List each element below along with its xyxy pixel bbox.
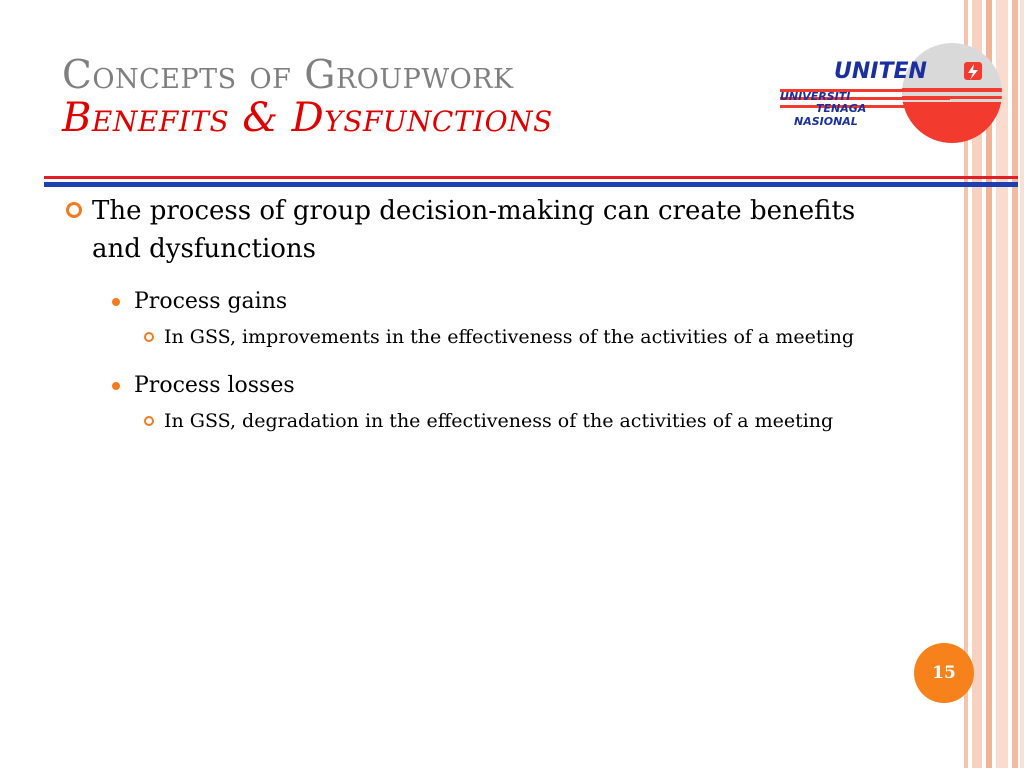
dot-bullet-icon xyxy=(112,298,120,306)
process-gains-label: Process gains xyxy=(134,289,288,314)
title-line-2: Benefits & Dysfunctions xyxy=(62,95,553,141)
bullet-process-losses xyxy=(62,370,882,402)
bullet-process-gains xyxy=(62,286,882,318)
slide-body xyxy=(62,190,882,436)
title-line-1: Concepts of Groupwork xyxy=(62,53,514,98)
logo-line-1: UNIVERSITI xyxy=(780,90,851,103)
lightning-icon xyxy=(964,62,982,80)
slide-title xyxy=(62,53,553,141)
title-divider xyxy=(44,176,1018,188)
uniten-logo xyxy=(774,40,1004,146)
logo-line-3: NASIONAL xyxy=(794,115,858,128)
ring-bullet-icon xyxy=(144,416,154,426)
dot-bullet-icon xyxy=(112,382,120,390)
page-number-badge: 15 xyxy=(914,643,974,703)
bullet-losses-detail xyxy=(62,406,864,436)
losses-detail-text: In GSS, degradation in the effectiveness of the activities of a meeting xyxy=(164,410,834,432)
ring-bullet-icon xyxy=(144,332,154,342)
bullet-main xyxy=(62,192,882,268)
ring-bullet-icon xyxy=(66,202,82,218)
bullet-main-text: The process of group decision-making can create benefits and dysfunctions xyxy=(92,196,856,264)
gains-detail-text: In GSS, improvements in the effectiveness of the activities of a meeting xyxy=(164,326,854,348)
bullet-gains-detail xyxy=(62,322,864,352)
process-losses-label: Process losses xyxy=(134,373,295,398)
logo-line-2: TENAGA xyxy=(816,102,867,115)
logo-brand: UNITEN xyxy=(834,59,927,84)
